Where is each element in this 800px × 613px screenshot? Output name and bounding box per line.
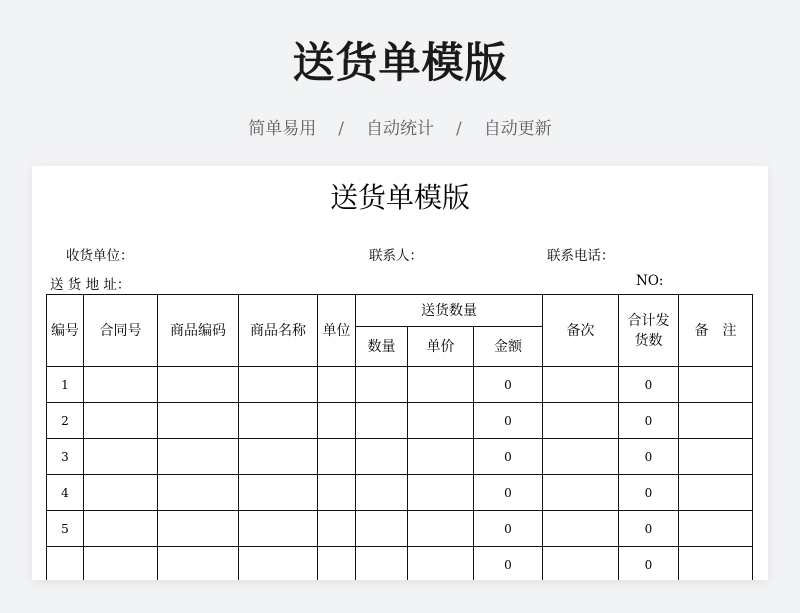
row-index: 1 — [47, 367, 84, 403]
header-index: 编号 — [47, 295, 84, 367]
row-index — [47, 547, 84, 581]
separator: / — [338, 119, 344, 139]
header-unit: 单位 — [318, 295, 356, 367]
feature-easy: 简单易用 — [248, 119, 317, 139]
contract-no-cell[interactable] — [84, 403, 158, 439]
feature-auto-update: 自动更新 — [483, 119, 552, 139]
batch-cell[interactable] — [543, 439, 619, 475]
header-unit-price: 单价 — [408, 327, 474, 367]
table-row — [47, 511, 753, 547]
product-name-cell[interactable] — [239, 403, 318, 439]
batch-cell[interactable] — [543, 403, 619, 439]
unit-price-cell[interactable] — [408, 475, 474, 511]
header-amount: 金额 — [474, 327, 543, 367]
batch-cell[interactable] — [543, 367, 619, 403]
unit-cell[interactable] — [318, 403, 356, 439]
table-row — [47, 439, 753, 475]
header-product-name: 商品名称 — [239, 295, 318, 367]
qty-cell[interactable] — [356, 475, 408, 511]
unit-cell[interactable] — [318, 439, 356, 475]
unit-cell[interactable] — [318, 547, 356, 581]
contract-no-cell[interactable] — [84, 367, 158, 403]
qty-cell[interactable] — [356, 367, 408, 403]
row-index: 3 — [47, 439, 84, 475]
amount-cell: 0 — [474, 475, 543, 511]
contact-label: 联系人： — [369, 248, 423, 264]
remarks-cell[interactable] — [679, 547, 753, 581]
row-index: 5 — [47, 511, 84, 547]
product-name-cell[interactable] — [239, 511, 318, 547]
amount-cell: 0 — [474, 547, 543, 581]
total-delivered-cell: 0 — [619, 511, 679, 547]
address-label: 送 货 地 址： — [50, 277, 131, 293]
product-name-cell[interactable] — [239, 439, 318, 475]
unit-cell[interactable] — [318, 367, 356, 403]
product-code-cell[interactable] — [158, 367, 239, 403]
contract-no-cell[interactable] — [84, 475, 158, 511]
product-code-cell[interactable] — [158, 547, 239, 581]
feature-auto-stats: 自动统计 — [366, 119, 434, 139]
qty-cell[interactable] — [356, 547, 408, 581]
amount-cell: 0 — [474, 403, 543, 439]
batch-cell[interactable] — [543, 547, 619, 581]
remarks-cell[interactable] — [679, 439, 753, 475]
contract-no-cell[interactable] — [84, 439, 158, 475]
table-row — [47, 367, 753, 403]
header-batch: 备次 — [543, 295, 619, 367]
contract-no-cell[interactable] — [84, 547, 158, 581]
product-name-cell[interactable] — [239, 547, 318, 581]
header-total-delivered: 合计发货数 — [619, 295, 679, 367]
unit-price-cell[interactable] — [408, 439, 474, 475]
phone-label: 联系电话： — [547, 248, 615, 264]
unit-price-cell[interactable] — [408, 547, 474, 581]
remarks-cell[interactable] — [679, 367, 753, 403]
qty-cell[interactable] — [356, 403, 408, 439]
batch-cell[interactable] — [543, 475, 619, 511]
sheet-title: 送货单模版 — [329, 181, 470, 214]
separator: / — [456, 119, 462, 139]
amount-cell: 0 — [474, 439, 543, 475]
total-delivered-cell: 0 — [619, 403, 679, 439]
remarks-cell[interactable] — [679, 475, 753, 511]
unit-price-cell[interactable] — [408, 403, 474, 439]
product-name-cell[interactable] — [239, 475, 318, 511]
table-row — [47, 475, 753, 511]
delivery-table — [46, 294, 753, 580]
amount-cell: 0 — [474, 367, 543, 403]
qty-cell[interactable] — [356, 439, 408, 475]
header-remarks: 备 注 — [679, 295, 753, 367]
total-delivered-cell: 0 — [619, 367, 679, 403]
remarks-cell[interactable] — [679, 403, 753, 439]
unit-cell[interactable] — [318, 511, 356, 547]
product-code-cell[interactable] — [158, 511, 239, 547]
header-product-code: 商品编码 — [158, 295, 239, 367]
product-code-cell[interactable] — [158, 475, 239, 511]
amount-cell: 0 — [474, 511, 543, 547]
qty-cell[interactable] — [356, 511, 408, 547]
product-code-cell[interactable] — [158, 439, 239, 475]
unit-cell[interactable] — [318, 475, 356, 511]
batch-cell[interactable] — [543, 511, 619, 547]
total-delivered-cell: 0 — [619, 475, 679, 511]
remarks-cell[interactable] — [679, 511, 753, 547]
table-row — [47, 403, 753, 439]
row-index: 4 — [47, 475, 84, 511]
unit-price-cell[interactable] — [408, 511, 474, 547]
product-name-cell[interactable] — [239, 367, 318, 403]
delivery-note-sheet — [32, 166, 768, 580]
page-title: 送货单模版 — [292, 38, 508, 87]
number-label: NO: — [636, 273, 664, 289]
table-row — [47, 547, 753, 581]
total-delivered-cell: 0 — [619, 439, 679, 475]
total-delivered-cell: 0 — [619, 547, 679, 581]
header-contract-no: 合同号 — [84, 295, 158, 367]
header-delivery-qty-group: 送货数量 — [356, 295, 543, 327]
feature-tagline — [0, 114, 800, 139]
row-index: 2 — [47, 403, 84, 439]
product-code-cell[interactable] — [158, 403, 239, 439]
contract-no-cell[interactable] — [84, 511, 158, 547]
header-qty: 数量 — [356, 327, 408, 367]
unit-price-cell[interactable] — [408, 367, 474, 403]
receiver-label: 收货单位： — [66, 248, 134, 264]
